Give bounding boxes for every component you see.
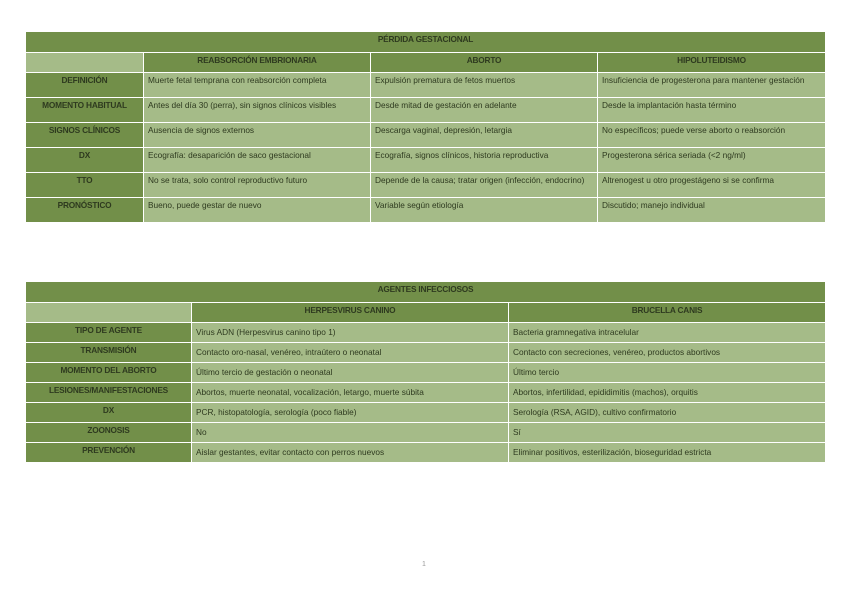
table-row (26, 383, 826, 403)
column-header: HERPESVIRUS CANINO (192, 303, 509, 323)
column-header: ABORTO (371, 53, 598, 73)
table-cell: Ecografía: desaparición de saco gestacional (144, 148, 371, 173)
table-agentes-infecciosos (25, 281, 826, 463)
table-row (26, 363, 826, 383)
row-header: PRONÓSTICO (26, 198, 144, 223)
row-header: TTO (26, 173, 144, 198)
table-cell: No específicos; puede verse aborto o reabsorción (598, 123, 826, 148)
table-cell: Progesterona sérica seriada (<2 ng/ml) (598, 148, 826, 173)
table-cell: Depende de la causa; tratar origen (infección, endocrino) (371, 173, 598, 198)
column-header: HIPOLUTEIDISMO (598, 53, 826, 73)
row-header: MOMENTO HABITUAL (26, 98, 144, 123)
row-header: DX (26, 403, 192, 423)
table-cell: Descarga vaginal, depresión, letargia (371, 123, 598, 148)
table-cell: Expulsión prematura de fetos muertos (371, 73, 598, 98)
row-header: SIGNOS CLÍNICOS (26, 123, 144, 148)
table-row (26, 173, 826, 198)
corner-cell (26, 303, 192, 323)
table-row (26, 343, 826, 363)
row-header: DX (26, 148, 144, 173)
row-header: PREVENCIÓN (26, 443, 192, 463)
table-cell: Eliminar positivos, esterilización, bioseguridad estricta (509, 443, 826, 463)
table-cell: Serología (RSA, AGID), cultivo confirmatorio (509, 403, 826, 423)
table-row (26, 148, 826, 173)
table-cell: Contacto oro-nasal, venéreo, intraútero o neonatal (192, 343, 509, 363)
table-cell: No (192, 423, 509, 443)
table-cell: Desde mitad de gestación en adelante (371, 98, 598, 123)
table-perdida-gestacional (25, 31, 826, 223)
table-cell: Altrenogest u otro progestágeno si se confirma (598, 173, 826, 198)
table-row (26, 323, 826, 343)
table-cell: Contacto con secreciones, venéreo, productos abortivos (509, 343, 826, 363)
page-number: 1 (422, 561, 426, 568)
column-header: REABSORCIÓN EMBRIONARIA (144, 53, 371, 73)
table-cell: Bueno, puede gestar de nuevo (144, 198, 371, 223)
table-cell: No se trata, solo control reproductivo futuro (144, 173, 371, 198)
row-header: TRANSMISIÓN (26, 343, 192, 363)
table-cell: PCR, histopatología, serología (poco fiable) (192, 403, 509, 423)
row-header: DEFINICIÓN (26, 73, 144, 98)
table-row (26, 443, 826, 463)
row-header: MOMENTO DEL ABORTO (26, 363, 192, 383)
table-cell: Insuficiencia de progesterona para mantener gestación (598, 73, 826, 98)
table-row (26, 423, 826, 443)
table-cell: Discutido; manejo individual (598, 198, 826, 223)
column-header: BRUCELLA CANIS (509, 303, 826, 323)
table-cell: Ecografía, signos clínicos, historia reproductiva (371, 148, 598, 173)
table-cell: Bacteria gramnegativa intracelular (509, 323, 826, 343)
table-cell: Muerte fetal temprana con reabsorción completa (144, 73, 371, 98)
table-cell: Ausencia de signos externos (144, 123, 371, 148)
table-cell: Abortos, infertilidad, epididimitis (machos), orquitis (509, 383, 826, 403)
table-cell: Aislar gestantes, evitar contacto con perros nuevos (192, 443, 509, 463)
table-cell: Virus ADN (Herpesvirus canino tipo 1) (192, 323, 509, 343)
row-header: TIPO DE AGENTE (26, 323, 192, 343)
table-cell: Antes del día 30 (perra), sin signos clínicos visibles (144, 98, 371, 123)
table-cell: Abortos, muerte neonatal, vocalización, letargo, muerte súbita (192, 383, 509, 403)
table-cell: Sí (509, 423, 826, 443)
table-cell: Desde la implantación hasta término (598, 98, 826, 123)
table-row (26, 98, 826, 123)
row-header: ZOONOSIS (26, 423, 192, 443)
row-header: LESIONES/MANIFESTACIONES (26, 383, 192, 403)
table-row (26, 198, 826, 223)
table-cell: Último tercio de gestación o neonatal (192, 363, 509, 383)
table-title: AGENTES INFECCIOSOS (26, 282, 826, 303)
table-cell: Variable según etiología (371, 198, 598, 223)
table-cell: Último tercio (509, 363, 826, 383)
table-title: PÉRDIDA GESTACIONAL (26, 32, 826, 53)
table-row (26, 123, 826, 148)
table-row (26, 403, 826, 423)
corner-cell (26, 53, 144, 73)
table-row (26, 73, 826, 98)
